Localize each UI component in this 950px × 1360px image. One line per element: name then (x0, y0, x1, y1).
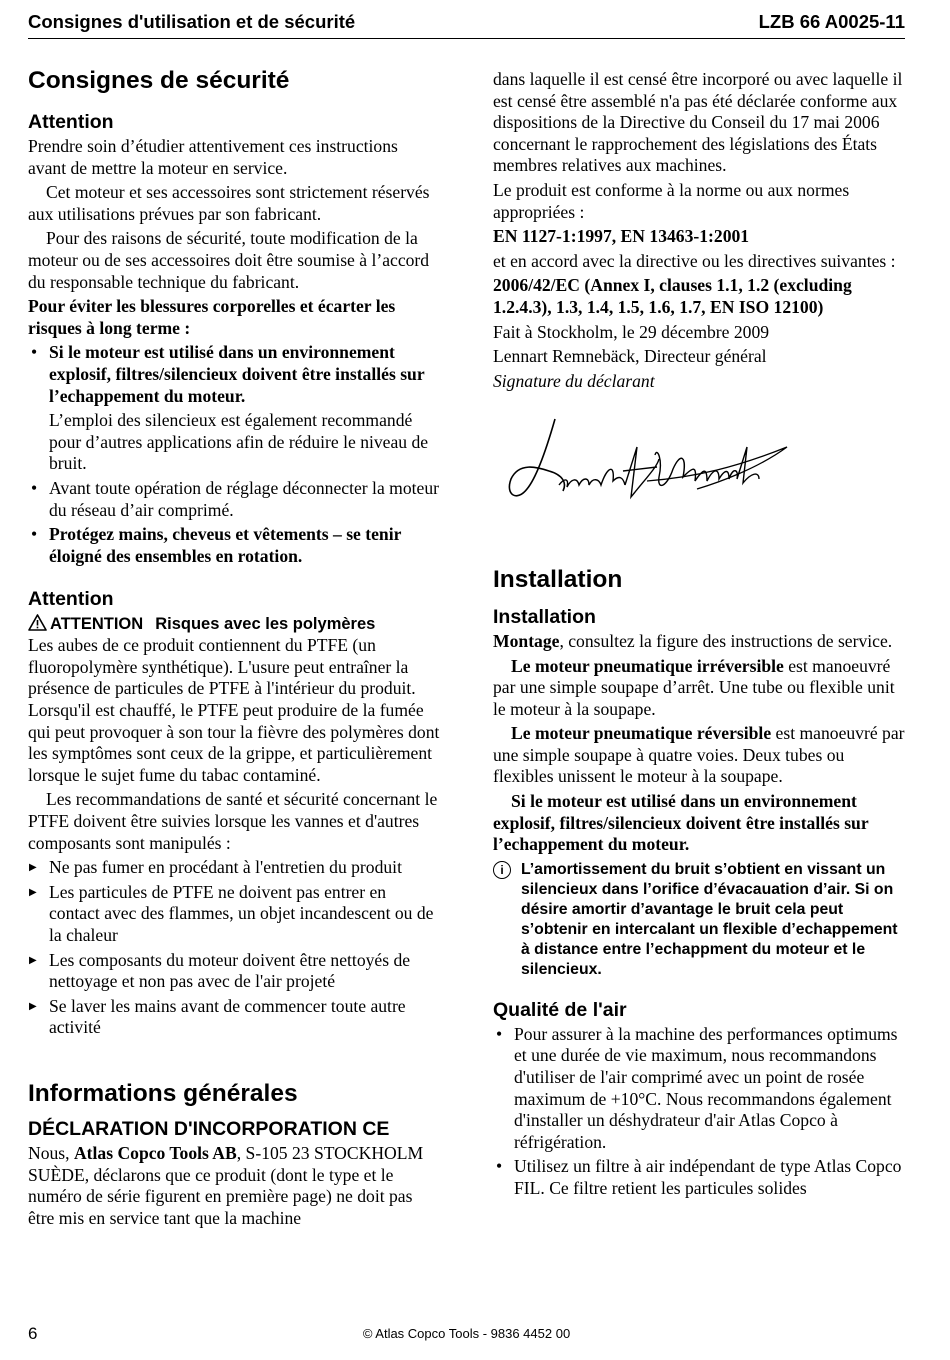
heading-declaration: DÉCLARATION D'INCORPORATION CE (28, 1117, 390, 1140)
right-column (493, 69, 905, 1203)
paragraph: Le moteur pneumatique réversible est manoeuvré par une simple soupape à quatre voies. Deux tubes ou flexibles unissent le moteur à la soupape. (493, 723, 905, 787)
signature-image (497, 407, 797, 517)
footer-copyright: © Atlas Copco Tools - 9836 4452 00 (362, 1326, 571, 1341)
warning-icon (28, 614, 47, 631)
paragraph: Prendre soin d’étudier attentivement ces instructions avant de mettre la moteur en service. (28, 136, 398, 178)
paragraph: L’emploi des silencieux est également recommandé pour d’autres applications afin de réduire le niveau de bruit. (49, 410, 429, 474)
paragraph: Le moteur pneumatique irréversible est manoeuvré par une simple soupape d’arrêt. Une tube ou flexible unit le moteur à la soupape. (493, 655, 895, 719)
heading-attention-2: Attention (28, 588, 114, 611)
info-note (493, 860, 905, 980)
paragraph-bold: EN 1127-1:1997, EN 13463-1:2001 (493, 226, 750, 247)
list-item: • Si le moteur est utilisé dans un environnement explosif, filtres/silencieux doivent être installés sur l’echappement du moteur. (28, 342, 440, 407)
warning-title: Risques avec les polymères (155, 615, 376, 634)
left-column (28, 66, 440, 1232)
paragraph-declaration: Nous, Atlas Copco Tools AB, S-105 23 STOCKHOLM SUÈDE, déclarons que ce produit (dont le type et le numéro de série figurent en première page) ne doit pas être mis en service tant que la machine (28, 1142, 424, 1228)
warning-label: ATTENTION (50, 615, 144, 634)
list-item: • Avant toute opération de réglage déconnecter la moteur du réseau d’air comprimé. (28, 478, 440, 521)
paragraph-bold: Si le moteur est utilisé dans un environnement explosif, filtres/silencieux doivent être installés sur l’echappement du moteur. (493, 791, 869, 855)
header-doc-code: LZB 66 A0025-11 (758, 11, 905, 32)
bullet-list (493, 1024, 905, 1200)
paragraph: Fait à Stockholm, le 29 décembre 2009 (493, 321, 770, 342)
heading-installation-sub: Installation (493, 605, 596, 628)
page-number: 6 (28, 1324, 38, 1343)
paragraph: Cet moteur et ses accessoires sont strictement réservés aux utilisations prévues par son fabricant. (28, 182, 430, 224)
list-item: ▶ Se laver les mains avant de commencer toute autre activité (28, 996, 440, 1039)
paragraph: Lennart Remnebäck, Directeur général (493, 346, 767, 367)
bullet-list (28, 478, 440, 567)
warning-line (28, 613, 440, 635)
triangle-list (28, 857, 440, 1039)
info-note-text: L’amortissement du bruit s’obtient en vissant un silencieux dans l’orifice d’évacauation d’air. Si on désire amortir d’avantage le bruit cela peut s’obtenir en intercalant un flexible d’echappement à distance entre l’echappment du moteur et le silencieux. (521, 860, 898, 978)
paragraph: Les recommandations de santé et sécurité concernant le PTFE doivent être suivies lorsque les vannes et d'autres composants sont manipulés : (28, 789, 438, 853)
bullet-list (28, 342, 440, 407)
paragraph: Le produit est conforme à la norme ou aux normes appropriées : (493, 179, 850, 222)
paragraph-bold: 2006/42/EC (Annex I, clauses 1.1, 1.2 (excluding 1.2.4.3), 1.3, 1.4, 1.5, 1.6, 1.7, EN ISO 12100) (493, 275, 852, 317)
info-icon: i (493, 861, 511, 879)
heading-attention: Attention (28, 111, 114, 133)
list-item: ▶ Les particules de PTFE ne doivent pas entrer en contact avec des flammes, un objet incandescent ou de la chaleur (28, 882, 440, 947)
list-item: ▶ Ne pas fumer en procédant à l'entretien du produit (28, 857, 440, 879)
heading-installation: Installation (493, 565, 623, 593)
heading-securite: Consignes de sécurité (28, 67, 290, 94)
paragraph: Pour des raisons de sécurité, toute modification de la moteur ou de ses accessoires doit être soumise à l’accord du responsable technique du fabricant. (28, 228, 430, 292)
paragraph: dans laquelle il est censé être incorporé ou avec laquelle il est censé être assemblé n'a pas été déclarée conforme aux dispositions de la Directive du Conseil du 17 mai 2006 concernant le rapprochement des législations des États membres relatives aux machines. (493, 69, 903, 176)
header-title: Consignes d'utilisation et de sécurité (28, 11, 356, 32)
paragraph: Montage, consultez la figure des instructions de service. (493, 630, 893, 651)
paragraph: et en accord avec la directive ou les directives suivantes : (493, 250, 896, 271)
paragraph-bold: Pour éviter les blessures corporelles et écarter les risques à long terme : (28, 296, 396, 338)
list-item: • Pour assurer à la machine des performances optimums et une durée de vie maximum, nous recommandons d'utiliser de l'air comprimé avec un point de rosée maximum de +10°C. Nous recommandons également d'installer un déshydrateur d'air Atlas Copco à réfrigération. (493, 1024, 905, 1154)
list-item: • Utilisez un filtre à air indépendant de type Atlas Copco FIL. Ce filtre retient les particules solides (493, 1156, 905, 1199)
paragraph-italic: Signature du déclarant (493, 370, 655, 391)
list-item: • Protégez mains, cheveus et vêtements – se tenir éloigné des ensembles en rotation. (28, 524, 440, 567)
heading-qualite-air: Qualité de l'air (493, 998, 627, 1021)
heading-informations: Informations générales (28, 1079, 298, 1107)
page-header (28, 10, 905, 39)
list-item: ▶ Les composants du moteur doivent être nettoyés de nettoyage et non pas avec de l'air projeté (28, 950, 440, 993)
paragraph: Les aubes de ce produit contiennent du PTFE (un fluoropolymère synthétique). L'usure peut entraîner la présence de particules de PTFE à l'intérieur du produit. Lorsqu'il est chauffé, le PTFE peut produire de la fumée qui peut provoquer à son tour la fièvre des polymères dont les symptômes sont ceux de la grippe, et particulièrement lorsque le sujet fume du tabac contaminé. (28, 635, 440, 785)
